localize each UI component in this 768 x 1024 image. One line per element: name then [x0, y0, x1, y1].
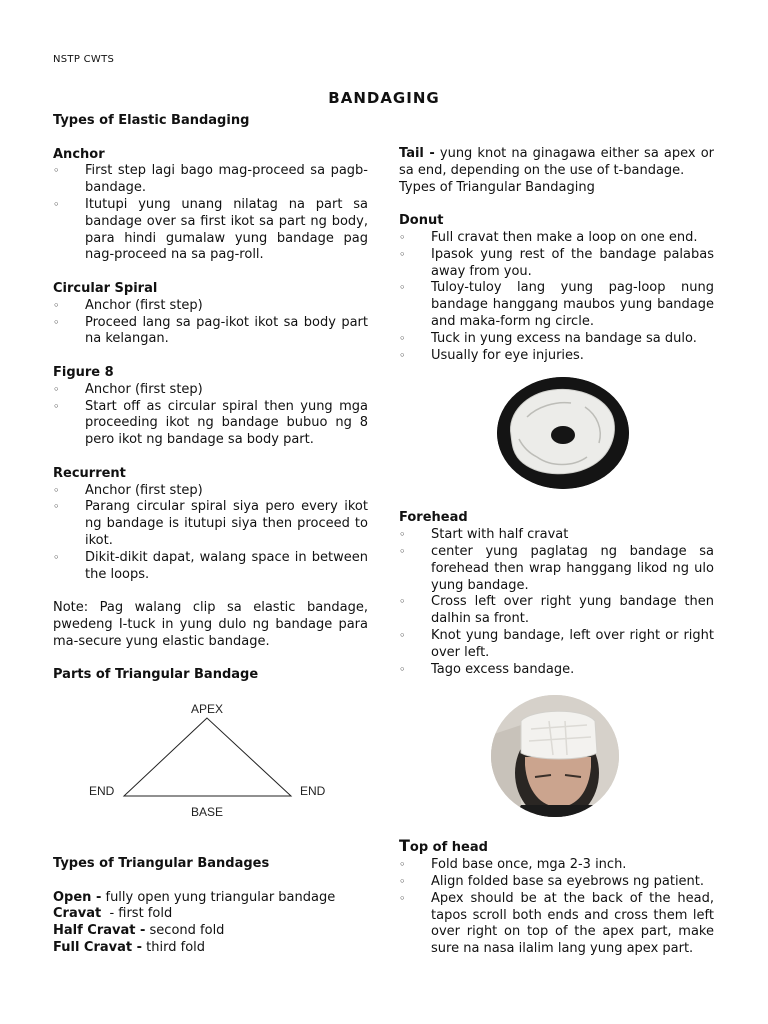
base-label: BASE	[190, 805, 224, 819]
donut-title: Donut	[399, 213, 444, 229]
list-item: ◦ Tuck in yung excess na bandage sa dulo.	[399, 331, 714, 348]
list-item: ◦ Align folded base sa eyebrows ng patient.	[399, 874, 714, 891]
list-item: ◦ Full cravat then make a loop on one end.	[399, 230, 714, 247]
list-item: ◦ Anchor (first step)	[53, 483, 368, 500]
list-item: ◦ Knot yung bandage, left over right or right over left.	[399, 628, 714, 662]
list-item: ◦ Parang circular spiral siya pero every ikot ng bandage is itutupi siya then proceed to ikot.	[53, 499, 368, 549]
forehead-bandage-photo	[491, 695, 619, 817]
list-item: ◦ Start with half cravat	[399, 527, 714, 544]
recurrent-section	[53, 466, 368, 584]
donut-bandage-photo	[497, 377, 629, 489]
top-title-first: T	[399, 836, 410, 856]
list-item: ◦ Tago excess bandage.	[399, 662, 714, 679]
tail-text: yung knot na ginagawa either sa apex or sa end, depending on the use of t-bandage.	[399, 146, 714, 178]
list-item: ◦ center yung paglatag ng bandage sa forehead then wrap hanggang likod ng ulo yung bandage.	[399, 544, 714, 594]
list-item: ◦ Dikit-dikit dapat, walang space in between the loops.	[53, 550, 368, 584]
triangular-types	[53, 856, 368, 957]
right-column	[399, 146, 714, 958]
donut-section	[399, 213, 714, 364]
half-cravat-label: Half Cravat -	[53, 923, 146, 939]
forehead-image	[491, 695, 619, 817]
list-item: ◦ Usually for eye injuries.	[399, 348, 714, 365]
list-item: ◦ Apex should be at the back of the head, tapos scroll both ends and cross them left over right on top of the apex part, make sure na nasa ilalim lang yung apex part.	[399, 891, 714, 958]
figure8-title: Figure 8	[53, 364, 114, 380]
full-cravat-label: Full Cravat -	[53, 939, 143, 955]
apex-label: APEX	[190, 702, 224, 716]
parts-heading: Parts of Triangular Bandage	[53, 667, 259, 683]
anchor-title: Anchor	[53, 146, 105, 162]
tail-line	[399, 146, 714, 180]
types-heading: Types of Triangular Bandages	[53, 856, 270, 871]
donut-image	[497, 377, 629, 489]
list-item: ◦ Cross left over right yung bandage then dalhin sa front.	[399, 594, 714, 628]
list-item: ◦ Anchor (first step)	[53, 298, 368, 315]
top-title-rest: op of head	[409, 840, 488, 856]
full-cravat-text: third fold	[142, 939, 206, 955]
left-column	[53, 113, 368, 684]
list-item: ◦ Proceed lang sa pag-ikot ikot sa body part na kelangan.	[53, 315, 368, 349]
triangular-types-heading: Types of Triangular Bandaging	[399, 179, 595, 195]
triangle-shape	[124, 718, 291, 796]
list-item: ◦ Fold base once, mga 2-3 inch.	[399, 857, 714, 874]
note-text: Note: Pag walang clip sa elastic bandage, pwedeng I-tuck in yung dulo ng bandage para ma-secure yung elastic bandage.	[53, 600, 368, 649]
recurrent-title: Recurrent	[53, 465, 126, 481]
open-label: Open -	[53, 889, 102, 905]
open-line	[53, 890, 368, 907]
tail-label: Tail -	[399, 146, 435, 161]
list-item: ◦ First step lagi bago mag-proceed sa pagb-bandage.	[53, 163, 368, 197]
list-item: ◦ Ipasok yung rest of the bandage palabas away from you.	[399, 247, 714, 281]
list-item: ◦ Anchor (first step)	[53, 382, 368, 399]
forehead-title: Forehead	[399, 510, 468, 526]
end-right-label: END	[300, 784, 326, 798]
figure8-section	[53, 365, 368, 449]
page-title: BANDAGING	[328, 89, 440, 107]
list-item: ◦ Tuloy-tuloy lang yung pag-loop nung bandage hanggang maubos yung bandage and maka-form ng circle.	[399, 280, 714, 330]
forehead-section	[399, 510, 714, 678]
cravat-line	[53, 906, 368, 923]
elastic-heading: Types of Elastic Bandaging	[53, 113, 250, 128]
circular-title: Circular Spiral	[53, 280, 158, 296]
end-left-label: END	[89, 784, 115, 798]
half-cravat-line	[53, 923, 368, 940]
open-text: fully open yung triangular bandage	[101, 889, 336, 905]
cravat-text: - first fold	[101, 906, 173, 922]
cravat-label: Cravat	[53, 906, 102, 922]
circular-section	[53, 281, 368, 348]
top-of-head-section	[399, 838, 714, 958]
page-header: NSTP CWTS	[53, 54, 115, 65]
triangle-diagram	[80, 697, 340, 822]
list-item: ◦ Itutupi yung unang nilatag na part sa bandage over sa first ikot sa part ng body, para hindi gumalaw yung bandage pag nag-proceed na sa pag-roll.	[53, 197, 368, 264]
full-cravat-line	[53, 940, 368, 957]
half-cravat-text: second fold	[145, 923, 225, 939]
anchor-section	[53, 147, 368, 265]
list-item: ◦ Start off as circular spiral then yung mga proceeding ikot ng bandage bubuo ng 8 pero ikot ng bandage sa body part.	[53, 399, 368, 449]
top-of-head-title	[399, 838, 714, 857]
